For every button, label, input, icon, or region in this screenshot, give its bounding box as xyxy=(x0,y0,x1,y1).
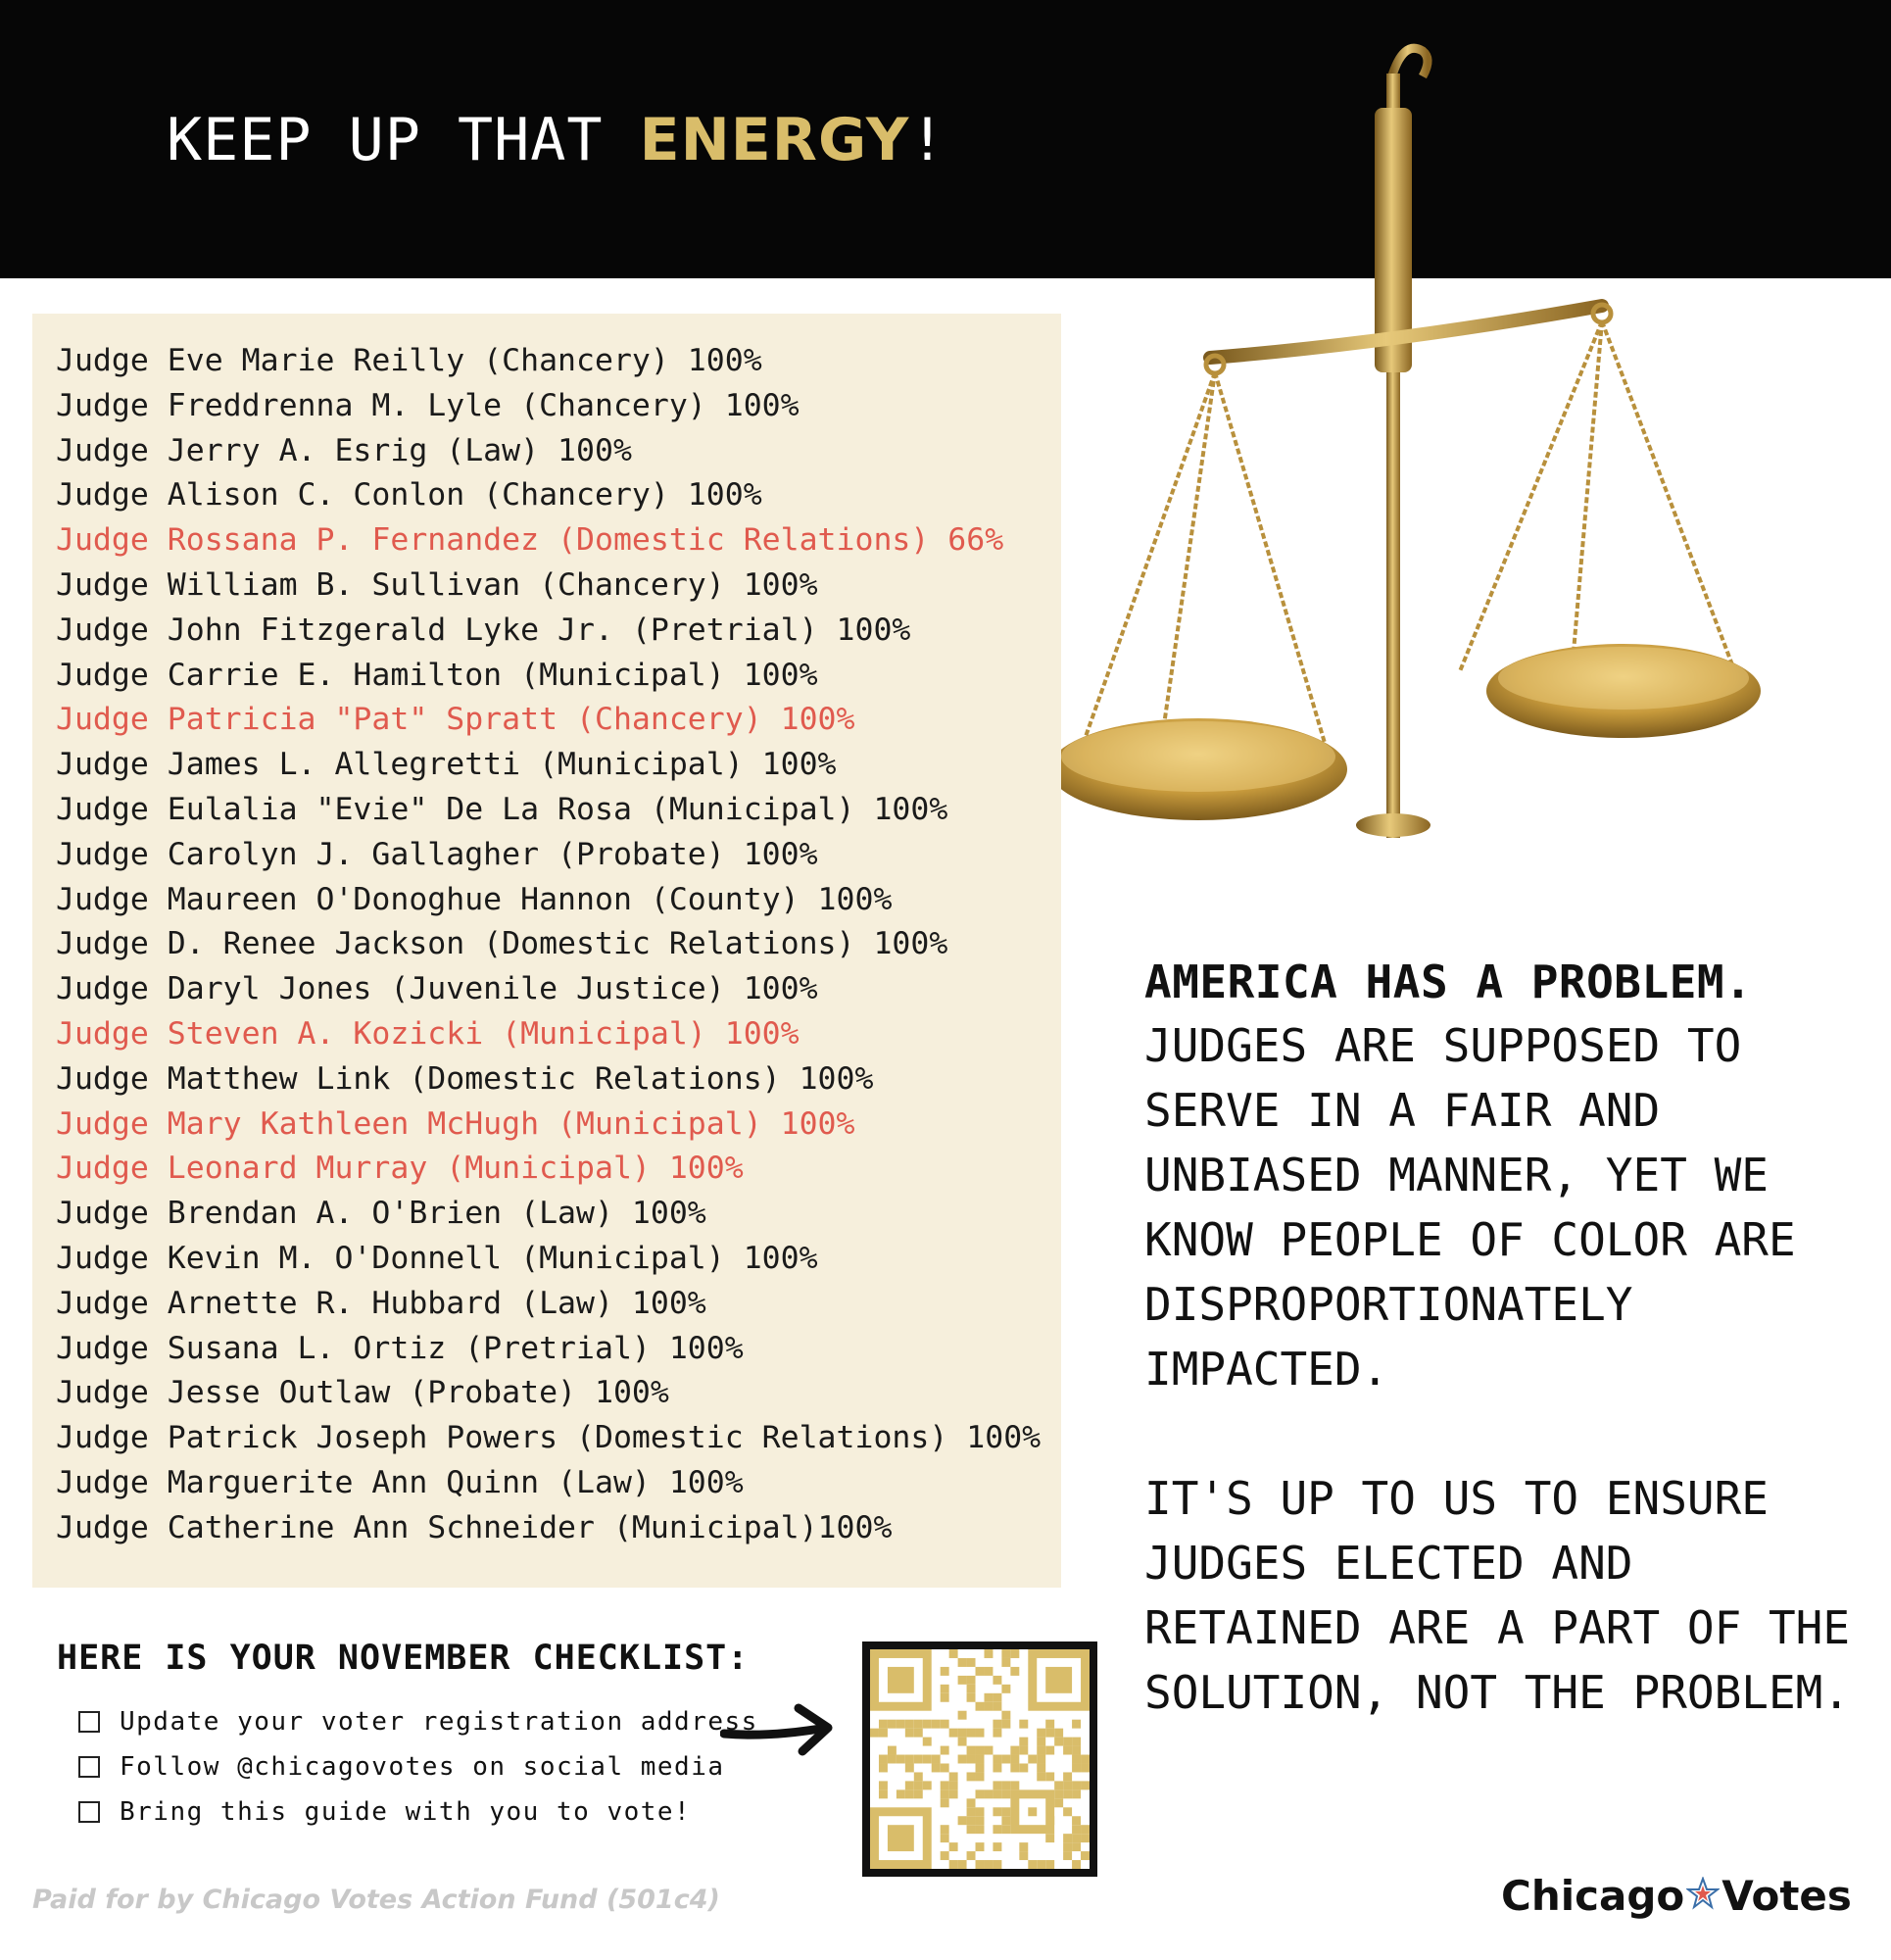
message-paragraph: IT'S UP TO US TO ENSURE JUDGES ELECTED AND RETAINED ARE A PART OF THE SOLUTION, NOT THE PROBLEM. xyxy=(1144,1472,1851,1719)
checklist-title: HERE IS YOUR NOVEMBER CHECKLIST: xyxy=(57,1639,750,1678)
judge-list-item: Judge Matthew Link (Domestic Relations) 100% xyxy=(56,1060,874,1097)
judge-list-item: Judge Kevin M. O'Donnell (Municipal) 100% xyxy=(56,1240,818,1276)
judge-list-item: Judge Steven A. Kozicki (Municipal) 100% xyxy=(56,1015,800,1052)
judge-list-item: Judge James L. Allegretti (Municipal) 100% xyxy=(56,747,837,783)
judge-list-item: Judge Catherine Ann Schneider (Municipal)100% xyxy=(56,1509,893,1545)
scales-of-justice-image xyxy=(1039,20,1783,853)
brand-right: Votes xyxy=(1721,1872,1852,1920)
november-checklist xyxy=(57,1639,758,1827)
judge-list-item: Judge Alison C. Conlon (Chancery) 100% xyxy=(56,477,762,514)
headline xyxy=(167,106,946,174)
star-icon xyxy=(1686,1872,1720,1920)
judge-list-item: Judge Patricia "Pat" Spratt (Chancery) 100% xyxy=(56,702,855,738)
judge-list-item: Judge Marguerite Ann Quinn (Law) 100% xyxy=(56,1464,744,1500)
judge-list xyxy=(56,339,1041,1551)
judge-list-item: Judge Eve Marie Reilly (Chancery) 100% xyxy=(56,343,762,378)
checklist-item[interactable] xyxy=(78,1752,725,1782)
judge-list-item: Judge Freddrenna M. Lyle (Chancery) 100% xyxy=(56,387,800,423)
headline-prefix: KEEP UP THAT xyxy=(167,106,640,174)
judge-list-item: Judge Susana L. Ortiz (Pretrial) 100% xyxy=(56,1330,744,1366)
judge-list-item: Judge Arnette R. Hubbard (Law) 100% xyxy=(56,1285,706,1321)
judge-list-item: Judge Daryl Jones (Juvenile Justice) 100% xyxy=(56,971,818,1007)
judge-panel xyxy=(32,314,1061,1588)
checklist-item[interactable] xyxy=(78,1707,758,1737)
judge-list-item: Judge Rossana P. Fernandez (Domestic Relations) 66% xyxy=(56,522,1004,559)
checklist-item[interactable] xyxy=(78,1797,691,1827)
judge-list-item: Judge Jesse Outlaw (Probate) 100% xyxy=(56,1375,669,1411)
checklist-item-label: Bring this guide with you to vote! xyxy=(120,1797,692,1827)
judge-list-item: Judge Carrie E. Hamilton (Municipal) 100% xyxy=(56,657,818,693)
headline-suffix: ! xyxy=(909,106,946,174)
message-paragraph: JUDGES ARE SUPPOSED TO SERVE IN A FAIR AND UNBIASED MANNER, YET WE KNOW PEOPLE OF COLOR ARE DISPROPORTIONATELY IMPACTED. xyxy=(1144,1019,1796,1396)
judge-list-item: Judge Leonard Murray (Municipal) 100% xyxy=(56,1151,744,1187)
headline-accent: ENERGY xyxy=(639,106,910,174)
chicago-votes-logo xyxy=(1501,1872,1852,1920)
judge-list-item: Judge D. Renee Jackson (Domestic Relations) 100% xyxy=(56,926,948,962)
checkbox[interactable] xyxy=(78,1711,100,1733)
paid-for-disclaimer: Paid for by Chicago Votes Action Fund (501c4) xyxy=(32,1885,720,1915)
judge-list-item: Judge Eulalia "Evie" De La Rosa (Municipal) 100% xyxy=(56,791,948,827)
arrow-right-icon xyxy=(720,1700,838,1763)
judge-list-item: Judge Jerry A. Esrig (Law) 100% xyxy=(56,432,632,468)
brand-left: Chicago xyxy=(1501,1872,1685,1920)
judge-list-item: Judge Carolyn J. Gallagher (Probate) 100% xyxy=(56,836,818,872)
checklist-item-label: Update your voter registration address xyxy=(120,1707,758,1737)
judge-list-item: Judge John Fitzgerald Lyke Jr. (Pretrial) 100% xyxy=(56,612,911,648)
qr-code[interactable] xyxy=(862,1642,1097,1877)
judge-list-item: Judge Patrick Joseph Powers (Domestic Relations) 100% xyxy=(56,1420,1042,1456)
message-block xyxy=(1144,951,1869,1725)
checklist-item-label: Follow @chicagovotes on social media xyxy=(120,1752,725,1782)
judge-list-item: Judge Mary Kathleen McHugh (Municipal) 100% xyxy=(56,1105,855,1142)
judge-list-item: Judge William B. Sullivan (Chancery) 100% xyxy=(56,566,818,603)
judge-list-item: Judge Brendan A. O'Brien (Law) 100% xyxy=(56,1196,706,1232)
checkbox[interactable] xyxy=(78,1756,100,1778)
checkbox[interactable] xyxy=(78,1801,100,1823)
message-heading: AMERICA HAS A PROBLEM. xyxy=(1144,956,1753,1008)
judge-list-item: Judge Maureen O'Donoghue Hannon (County) 100% xyxy=(56,881,893,917)
